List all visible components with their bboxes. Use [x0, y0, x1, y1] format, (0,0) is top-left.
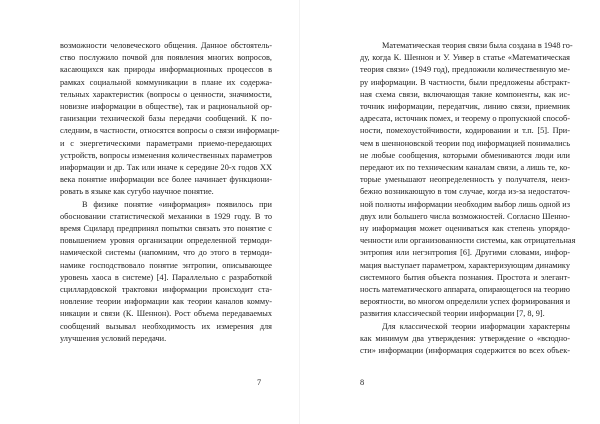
- text-line: следним, в частности, относятся вопросы о связи информаци-: [60, 126, 280, 136]
- text-line: точник информации, передатчик, линию связи, приемник: [360, 102, 570, 112]
- text-line: двух или большего числа возможностей. Согласно Шенно-: [360, 211, 570, 221]
- text-line: намической системы (напомним, что до этого в термоди-: [60, 248, 272, 258]
- text-line: мация выступает параметром, характеризующим динамику: [360, 260, 570, 270]
- text-line: ду, когда К. Шеннон и У. Уивер в статье «Математическая: [360, 53, 570, 63]
- text-line: рамках социальной коммуникации в плане их содержа-: [60, 77, 272, 87]
- text-line: улучшения условий передачи.: [60, 333, 167, 343]
- right-page-text: [360, 40, 576, 357]
- text-line: развития классической теории информации [7, 8, 9].: [360, 309, 545, 319]
- text-line: возможности человеческого общения. Данное обстоятель-: [60, 41, 272, 50]
- text-line: сти» информации (информация содержится во всех объек-: [360, 346, 570, 356]
- text-line: устройств, вопросы изменения количественных параметров: [60, 150, 273, 160]
- text-line: ровать в языке как сугубо научное понятие.: [60, 187, 214, 197]
- text-line: время Сцилард предпринял попытки связать это понятие с: [60, 224, 272, 234]
- paragraph: [60, 40, 280, 199]
- text-line: вероятности, во многом определили успех формирования и: [360, 297, 571, 307]
- text-line: намике господствовало понятие энтропии, описывающее: [60, 260, 272, 270]
- text-line: обосновании статистической механики в 1929 году. В то: [60, 211, 272, 221]
- text-line: В физике понятие «информация» появилось при: [82, 199, 272, 209]
- text-line: ганизации технической базы передачи сообщений. К по-: [60, 114, 272, 124]
- text-line: информации и др. Так или иначе к середине 20-х годов XX: [60, 163, 272, 173]
- text-line: ная схема связи, включающая такие компоненты, как ис-: [360, 89, 570, 99]
- left-page-number: 7: [257, 378, 262, 387]
- left-page-text: [60, 40, 280, 345]
- text-line: века понятие информации все более начинает функциони-: [60, 175, 272, 185]
- text-line: никации и связи (К. Шеннон). Рост объема передаваемых: [60, 309, 272, 319]
- text-line: передают их по техническим каналам связи, а лишь те, ко-: [360, 163, 570, 173]
- text-line: сциллардовской трактовки информации происходит ста-: [60, 285, 272, 295]
- text-line: тельных характеристик (вопросы о ценности, значимости,: [60, 89, 272, 99]
- text-line: касающихся как природы информационных процессов в: [60, 65, 272, 75]
- text-line: Для классической теории информации характерны: [382, 321, 570, 331]
- paragraph: [60, 199, 272, 345]
- text-line: ру информации. В частности, были предложены абстракт-: [360, 77, 570, 87]
- paragraph: [360, 321, 570, 358]
- text-line: сообщений вызывал необходимость их измерения для: [60, 321, 272, 331]
- right-page: [300, 0, 600, 424]
- right-page-number: 8: [360, 378, 365, 387]
- text-line: не любые сообщения, которыми обмениваются люди или: [360, 150, 570, 160]
- text-line: новизне информации в обществе), так и рациональной ор-: [60, 102, 272, 112]
- text-line: системного бытия объекта познания. Простота и элегант-: [360, 272, 570, 282]
- text-line: чем в шенноновской теории под информацией понимались: [360, 138, 570, 148]
- text-line: ность математического аппарата, опирающегося на теорию: [360, 285, 570, 295]
- text-line: как минимум два утверждения: утверждение о «всюдно-: [360, 333, 570, 343]
- text-line: ство послужило почвой для появления многих вопросов,: [60, 53, 272, 63]
- text-line: новление теории информации как теории каналов комму-: [60, 297, 272, 307]
- text-line: адресата, источник помех, и теорему о пропускной способ-: [360, 114, 570, 124]
- text-line: теория связи» (1949 год), предложили количественную ме-: [360, 65, 570, 75]
- text-line: уровень хаоса в системе) [4]. Параллельно с разработкой: [60, 272, 272, 282]
- text-line: ченности или организованности системы, как отрицательная: [360, 236, 576, 246]
- text-line: ну информация может оцениваться как степень упорядо-: [360, 224, 570, 234]
- text-line: бежно возникающую в том случае, когда из-за недостаточ-: [360, 187, 570, 197]
- paragraph: [360, 40, 576, 321]
- text-line: повышением уровня организации определенной термоди-: [60, 236, 272, 246]
- text-line: ности, помехоустойчивости, кодировании и т.п. [5]. При-: [360, 126, 570, 136]
- text-line: Математическая теория связи была создана в 1948 го-: [382, 41, 573, 50]
- text-line: и с энергетическими параметрами приемо-передающих: [60, 138, 272, 148]
- text-line: ной полноты информации необходим выбор лишь одной из: [360, 199, 570, 209]
- text-line: энтропия или негэнтропия [6]. Другими словами, инфор-: [360, 248, 570, 258]
- text-line: торые уменьшают неопределенность у получателя, неиз-: [360, 175, 570, 185]
